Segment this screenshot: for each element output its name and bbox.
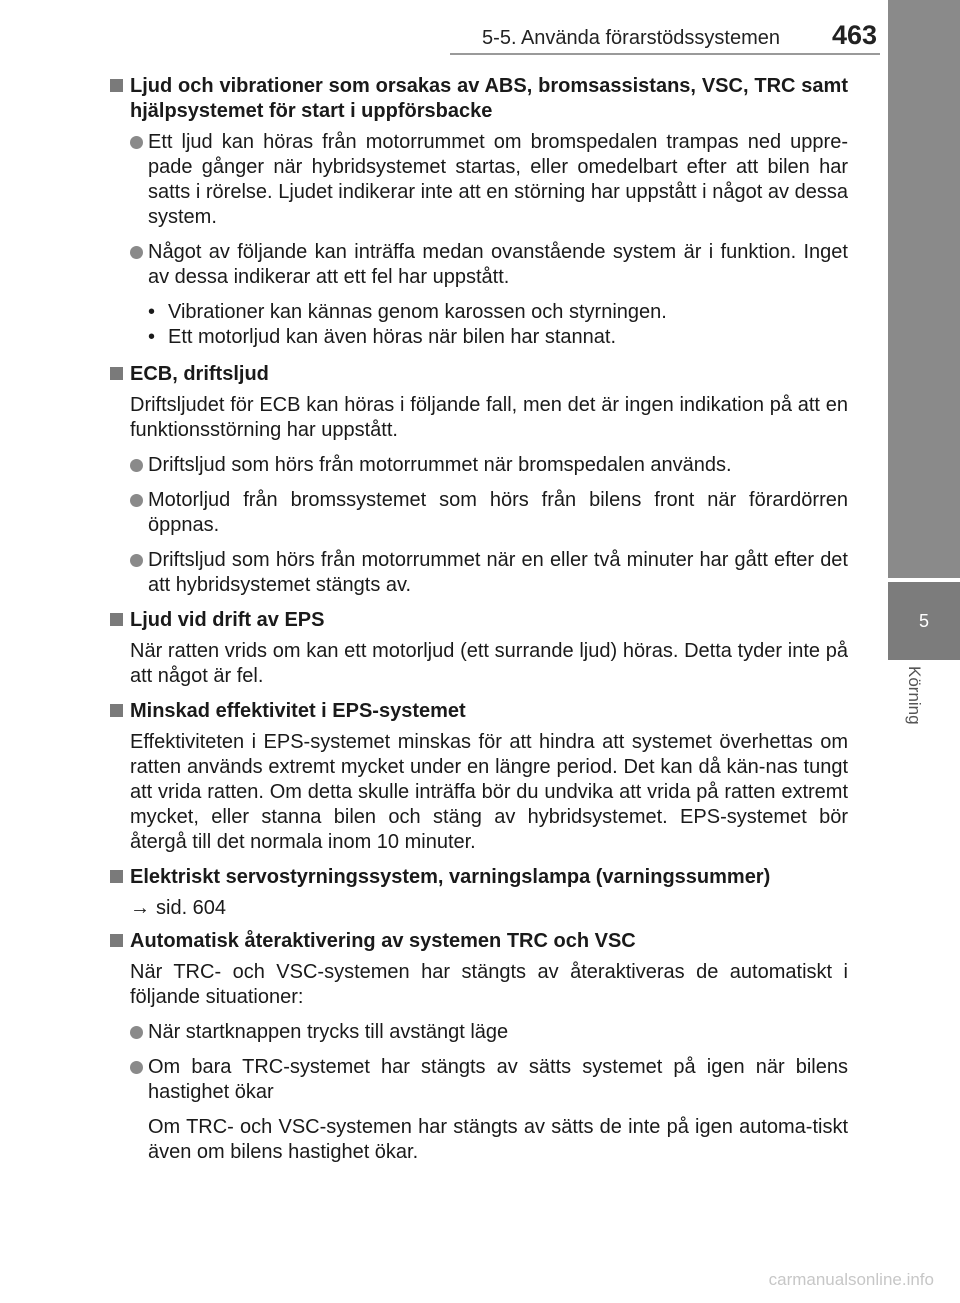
page-reference[interactable]: → sid. 604	[130, 897, 227, 919]
bullet-item: Om bara TRC-systemet har stängts av sätts systemet på igen när bilens hastighet ökar	[110, 1055, 848, 1105]
chapter-label-box	[888, 666, 960, 756]
bullet-item: Driftsljud som hörs från motorrummet när en eller två minuter har gått efter det att hybridsystemet stängts av.	[110, 548, 848, 598]
side-bar	[888, 0, 960, 578]
sub-list-item: • Ett motorljud kan även höras när bilen har stannat.	[148, 326, 617, 348]
bullet-item: Något av följande kan inträffa medan ovanstående system är i funktion. Inget av dessa indikerar att ett fel har uppstått.	[110, 240, 848, 290]
square-bullet-icon	[110, 704, 123, 717]
square-bullet-icon	[110, 79, 123, 92]
paragraph: Driftsljudet för ECB kan höras i följande fall, men det är ingen indikation på att en funktionsstörning har uppstått.	[130, 394, 848, 441]
page-content	[110, 74, 848, 1175]
section-heading: Automatisk återaktivering av systemen TRC och VSC	[110, 929, 848, 954]
round-bullet-icon	[130, 494, 143, 507]
header-rule	[450, 53, 880, 55]
watermark: carmanualsonline.info	[768, 1270, 934, 1289]
bullet-item: När startknappen trycks till avstängt läge	[110, 1020, 848, 1045]
square-bullet-icon	[110, 367, 123, 380]
bullet-item: Driftsljud som hörs från motorrummet när bromspedalen används.	[110, 453, 848, 478]
paragraph: När ratten vrids om kan ett motorljud (ett surrande ljud) höras. Detta tyder inte på att något är fel.	[130, 640, 848, 687]
section-heading: ECB, driftsljud	[110, 362, 848, 387]
section-heading: Ljud och vibrationer som orsakas av ABS, bromsassistans, VSC, TRC samt hjälpsystemet för start i uppförsbacke	[110, 74, 848, 124]
chapter-label: Körning	[905, 666, 924, 725]
sub-list-item: • Vibrationer kan kännas genom karossen och styrningen.	[148, 301, 667, 323]
section-heading: Elektriskt servostyrningssystem, varningslampa (varningssummer)	[110, 865, 848, 890]
round-bullet-icon	[130, 554, 143, 567]
sub-list	[110, 300, 848, 350]
chapter-tab[interactable]	[888, 582, 960, 660]
paragraph: När TRC- och VSC-systemen har stängts av återaktiveras de automatiskt i följande situationer:	[130, 961, 848, 1008]
square-bullet-icon	[110, 613, 123, 626]
round-bullet-icon	[130, 246, 143, 259]
bullet-item: Motorljud från bromssystemet som hörs från bilens front när förardörren öppnas.	[110, 488, 848, 538]
chapter-title: 5-5. Använda förarstödssystemen	[482, 27, 780, 49]
small-bullet-icon: •	[148, 301, 156, 323]
small-bullet-icon: •	[148, 326, 156, 348]
page-header	[0, 0, 960, 60]
round-bullet-icon	[130, 459, 143, 472]
note-paragraph: Om TRC- och VSC-systemen har stängts av sätts de inte på igen automa-tiskt även om bilens hastighet ökar.	[148, 1116, 848, 1163]
round-bullet-icon	[130, 136, 143, 149]
page-number: 463	[831, 20, 877, 50]
section-heading: Minskad effektivitet i EPS-systemet	[110, 699, 848, 724]
chapter-number: 5	[918, 611, 929, 631]
square-bullet-icon	[110, 934, 123, 947]
round-bullet-icon	[130, 1061, 143, 1074]
paragraph: Effektiviteten i EPS-systemet minskas för att hindra att systemet överhettas om ratten används extremt mycket under en längre period. Det kan då kän-nas tungt att vrida ratten. Om detta skulle inträffa bör du undvika att vrida på ratten extremt mycket, eller stanna bilen och stäng av hybridsystemet. EPS-systemet bör återgå till det normala inom 10 minuter.	[130, 731, 848, 853]
square-bullet-icon	[110, 870, 123, 883]
section-heading: Ljud vid drift av EPS	[110, 608, 848, 633]
round-bullet-icon	[130, 1026, 143, 1039]
bullet-item: Ett ljud kan höras från motorrummet om bromspedalen trampas ned uppre-pade gånger när hybridsystemet startas, eller omedelbart efter att bilen har satts i rörelse. Ljudet indikerar inte att en störning har uppstått i något av dessa system.	[110, 130, 848, 230]
arrow-right-icon: →	[130, 897, 150, 919]
